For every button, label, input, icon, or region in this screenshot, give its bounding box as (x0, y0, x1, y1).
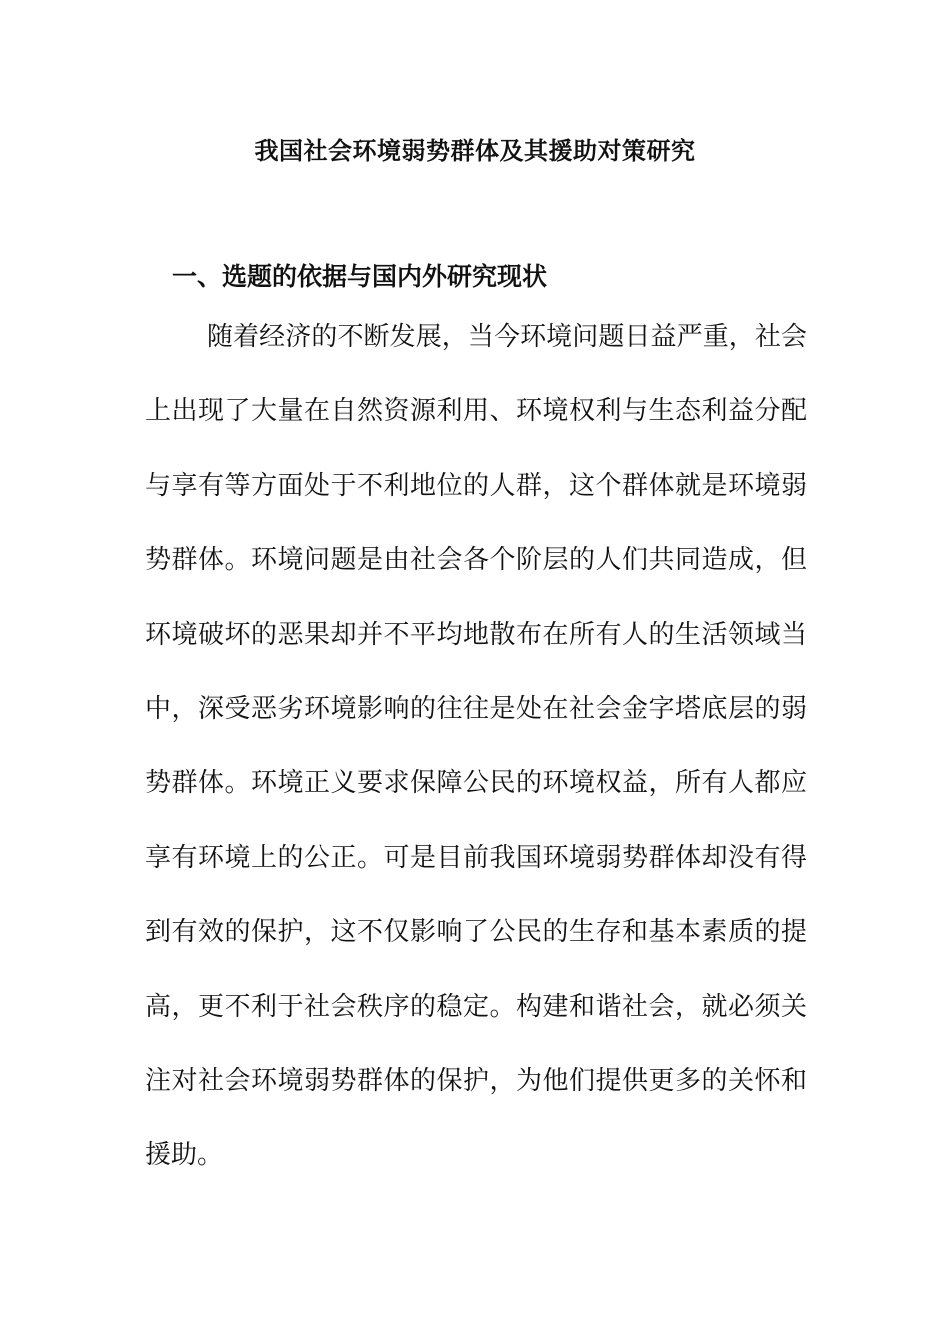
paragraph-line: 中，深受恶劣环境影响的往往是处在社会金字塔底层的弱 (145, 693, 807, 724)
paragraph-line: 注对社会环境弱势群体的保护，为他们提供更多的关怀和 (145, 1065, 807, 1096)
document-title: 我国社会环境弱势群体及其援助对策研究 (254, 136, 696, 165)
paragraph-line: 享有环境上的公正。可是目前我国环境弱势群体却没有得 (145, 842, 807, 873)
paragraph-line: 到有效的保护，这不仅影响了公民的生存和基本素质的提 (145, 917, 807, 948)
paragraph-line: 随着经济的不断发展，当今环境问题日益严重，社会 (207, 322, 807, 352)
paragraph-line: 高，更不利于社会秩序的稳定。构建和谐社会，就必须关 (145, 991, 807, 1022)
paragraph-line: 势群体。环境正义要求保障公民的环境权益，所有人都应 (145, 768, 807, 799)
paragraph-line: 势群体。环境问题是由社会各个阶层的人们共同造成，但 (145, 545, 807, 576)
paragraph-line: 与享有等方面处于不利地位的人群，这个群体就是环境弱 (145, 470, 807, 501)
paragraph-line: 环境破坏的恶果却并不平均地散布在所有人的生活领域当 (145, 619, 807, 650)
section-heading: 一、选题的依据与国内外研究现状 (172, 262, 548, 291)
paragraph-line: 援助。 (145, 1140, 224, 1171)
paragraph-line: 上出现了大量在自然资源利用、环境权利与生态利益分配 (145, 396, 807, 427)
body-paragraph (145, 317, 807, 1210)
